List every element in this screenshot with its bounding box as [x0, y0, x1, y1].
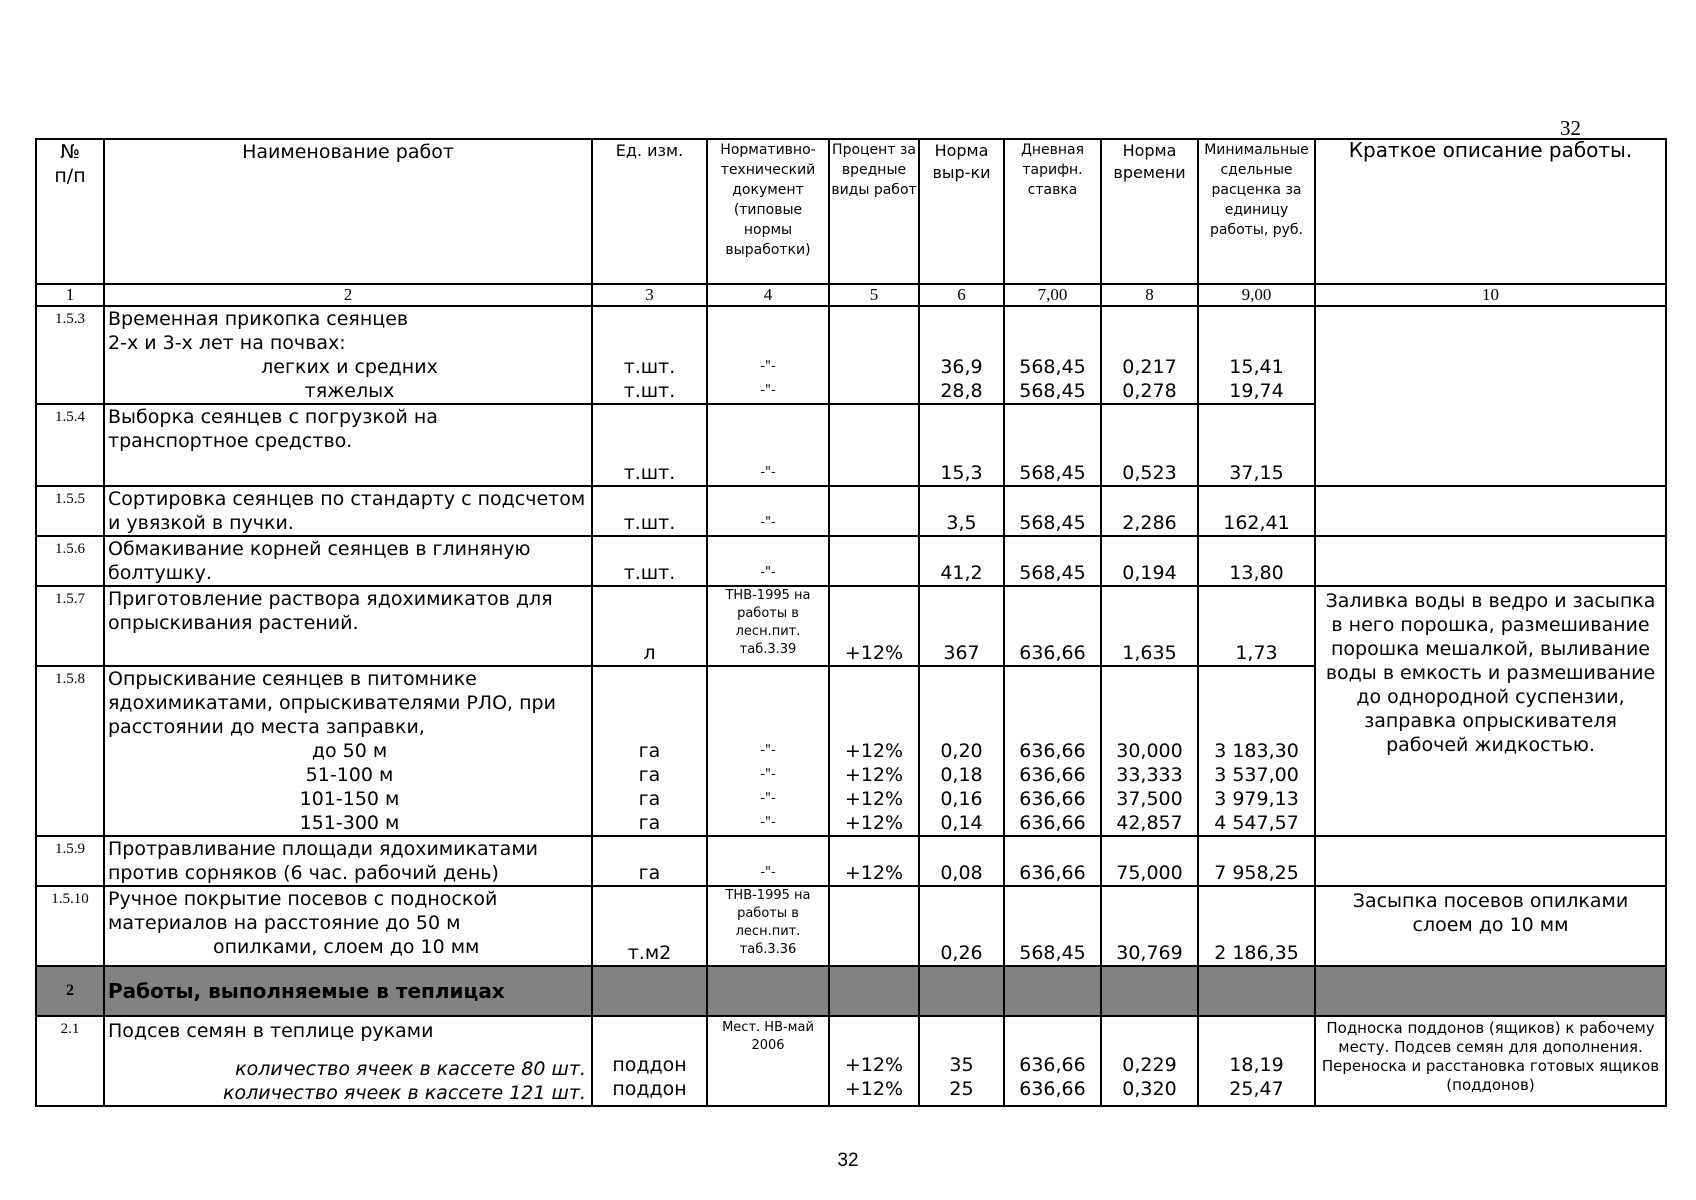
row-norm: 3,5 [919, 486, 1004, 536]
row-norm: 0,14 [940, 812, 983, 834]
row-norm: 15,3 [919, 404, 1004, 486]
row-rate: 568,45 [1004, 536, 1101, 586]
row-description: Засыпка посевов опилками слоем до 10 мм [1315, 886, 1666, 966]
row-rate: 636,66 [1019, 788, 1086, 810]
row-price: 3 183,30 [1214, 740, 1299, 762]
header-row [36, 139, 1666, 284]
row-doc: -"- [707, 404, 829, 486]
colnum: 8 [1101, 284, 1198, 306]
row-time: 37,500 [1116, 788, 1183, 810]
row-price: 37,15 [1198, 404, 1315, 486]
header-document: Нормативно-технический документ (типовые нормы выработки) [707, 139, 829, 284]
row-rate: 568,45 [1019, 380, 1086, 402]
row-doc: -"- [760, 791, 776, 806]
row-rate: 568,45 [1004, 404, 1101, 486]
row-unit: т.шт. [592, 404, 707, 486]
row-time: 0,217 [1122, 356, 1177, 378]
row-name: Опрыскивание сеянцев в питомнике [108, 668, 477, 690]
row-norm: 35 [949, 1054, 974, 1076]
row-unit: л [592, 586, 707, 666]
table-row-2-1 [36, 1016, 1666, 1106]
row-name: против сорняков (6 час. рабочий день) [108, 862, 499, 884]
row-unit: га [638, 812, 661, 834]
row-description: Подноска поддонов (ящиков) к рабочему месту. Подсев семян для дополнения. Переноска и расстановка готовых ящиков (поддонов) [1315, 1016, 1666, 1106]
row-time: 30,000 [1116, 740, 1183, 762]
row-code: 2.1 [36, 1016, 104, 1106]
row-price: 3 979,13 [1214, 788, 1299, 810]
row-unit: поддон [612, 1078, 687, 1100]
header-name: Наименование работ [104, 139, 592, 284]
row-price: 1,73 [1198, 586, 1315, 666]
row-percent: +12% [844, 1078, 904, 1100]
row-subname: до 50 м [311, 740, 388, 762]
row-unit: т.шт. [592, 486, 707, 536]
section-code: 2 [36, 966, 104, 1016]
row-norm: 0,08 [919, 836, 1004, 886]
header-time-norm: Норма времени [1101, 139, 1198, 284]
row-rate: 568,45 [1004, 486, 1101, 536]
table-row-1-5-10 [36, 886, 1666, 966]
row-subname: опилками, слоем до 10 мм [213, 936, 480, 958]
row-price: 7 958,25 [1198, 836, 1315, 886]
table-row-1-5-3 [36, 306, 1666, 404]
table-row-1-5-9 [36, 836, 1666, 886]
row-code: 1.5.6 [36, 536, 104, 586]
table-row-1-5-7 [36, 586, 1666, 666]
row-price: 18,19 [1229, 1054, 1284, 1076]
row-norm: 28,8 [940, 380, 983, 402]
row-doc: -"- [760, 815, 776, 830]
row-norm: 36,9 [940, 356, 983, 378]
row-desc-empty [1315, 306, 1666, 486]
row-description: Заливка воды в ведро и засыпка в него порошка, размешивание порошка мешалкой, выливание воды в емкость и размешивание до однородной суспензии, заправка опрыскивателя рабочей жидкостью. [1315, 586, 1666, 836]
row-doc: Мест. НВ-май 2006 [707, 1016, 829, 1106]
row-rate: 636,66 [1019, 764, 1086, 786]
row-unit: га [638, 764, 661, 786]
colnum: 10 [1315, 284, 1666, 306]
row-unit: т.шт. [623, 356, 676, 378]
row-subname: тяжелых [304, 380, 395, 402]
row-time: 0,194 [1101, 536, 1198, 586]
row-time: 33,333 [1116, 764, 1183, 786]
colnum: 4 [707, 284, 829, 306]
row-doc: -"- [707, 486, 829, 536]
row-time: 0,278 [1122, 380, 1177, 402]
row-unit: поддон [612, 1054, 687, 1076]
row-rate: 636,66 [1019, 1078, 1086, 1100]
row-percent: +12% [829, 836, 919, 886]
row-price: 13,80 [1198, 536, 1315, 586]
row-unit: га [638, 788, 661, 810]
row-percent: +12% [844, 788, 904, 810]
row-norm: 41,2 [919, 536, 1004, 586]
row-doc: -"- [760, 383, 776, 398]
header-daily-rate: Дневная тарифн. ставка [1004, 139, 1101, 284]
row-unit: т.шт. [623, 380, 676, 402]
header-norm: Норма выр-ки [919, 139, 1004, 284]
row-unit: т.шт. [592, 536, 707, 586]
row-unit: га [638, 740, 661, 762]
row-time: 2,286 [1101, 486, 1198, 536]
row-code: 1.5.3 [36, 306, 104, 404]
header-number: № п/п [36, 139, 104, 284]
row-price: 25,47 [1229, 1078, 1284, 1100]
row-time: 42,857 [1116, 812, 1183, 834]
row-subname: 51-100 м [305, 764, 394, 786]
row-time: 0,320 [1122, 1078, 1177, 1100]
row-subname: количество ячеек в кассете 80 шт. [235, 1058, 586, 1080]
row-name: болтушку. [108, 562, 212, 584]
row-name: Протравливание площади ядохимикатами [108, 838, 539, 860]
header-percent: Процент за вредные виды работ [829, 139, 919, 284]
work-norms-table [35, 138, 1667, 1107]
row-code: 1.5.10 [36, 886, 104, 966]
row-name: Обмакивание корней сеянцев в глиняную [108, 538, 531, 560]
row-norm: 0,26 [919, 886, 1004, 966]
row-code: 1.5.9 [36, 836, 104, 886]
row-name: Сортировка сеянцев по стандарту с подсчетом [108, 488, 586, 510]
header-price: Минимальные сдельные расценка за единицу работы, руб. [1198, 139, 1315, 284]
row-name: Ручное покрытие посевов с подноской [108, 888, 498, 910]
row-norm: 367 [919, 586, 1004, 666]
row-time: 0,523 [1101, 404, 1198, 486]
row-doc: ТНВ-1995 на работы в лесн.пит. таб.3.39 [707, 586, 829, 666]
row-price: 19,74 [1229, 380, 1284, 402]
row-subname: 151-300 м [299, 812, 400, 834]
row-name: ядохимикатами, опрыскивателями РЛО, при [108, 692, 556, 714]
row-price: 2 186,35 [1198, 886, 1315, 966]
row-price: 4 547,57 [1214, 812, 1299, 834]
colnum: 2 [104, 284, 592, 306]
row-time: 0,229 [1122, 1054, 1177, 1076]
row-rate: 636,66 [1004, 836, 1101, 886]
colnum: 7,00 [1004, 284, 1101, 306]
row-name: Подсев семян в теплице руками [108, 1020, 434, 1042]
row-price: 15,41 [1229, 356, 1284, 378]
row-name: Приготовление раствора ядохимикатов для [108, 588, 553, 610]
row-name: Временная прикопка сеянцев [108, 308, 409, 330]
row-norm: 25 [949, 1078, 974, 1100]
row-subname: количество ячеек в кассете 121 шт. [223, 1082, 586, 1104]
row-code: 1.5.8 [36, 666, 104, 836]
row-rate: 636,66 [1019, 812, 1086, 834]
row-subname: легких и средних [261, 356, 438, 378]
row-code: 1.5.5 [36, 486, 104, 536]
row-price: 3 537,00 [1214, 764, 1299, 786]
section-title: Работы, выполняемые в теплицах [104, 966, 592, 1016]
row-doc: -"- [707, 536, 829, 586]
row-code: 1.5.4 [36, 404, 104, 486]
row-name: расстоянии до места заправки, [108, 716, 425, 738]
row-name: 2-х и 3-х лет на почвах: [108, 332, 346, 354]
colnum: 3 [592, 284, 707, 306]
table-row-1-5-5 [36, 486, 1666, 536]
row-name: материалов на расстояние до 50 м [108, 912, 461, 934]
row-code: 1.5.7 [36, 586, 104, 666]
row-unit: га [592, 836, 707, 886]
row-name: транспортное средство. [108, 430, 353, 452]
row-rate: 636,66 [1019, 1054, 1086, 1076]
row-time: 30,769 [1101, 886, 1198, 966]
colnum: 1 [36, 284, 104, 306]
section-row-2 [36, 966, 1666, 1016]
row-unit: т.м2 [592, 886, 707, 966]
row-doc: -"- [760, 767, 776, 782]
row-percent: +12% [844, 764, 904, 786]
colnum: 9,00 [1198, 284, 1315, 306]
header-unit: Ед. изм. [592, 139, 707, 284]
header-description: Краткое описание работы. [1315, 139, 1666, 284]
row-name: и увязкой в пучки. [108, 512, 294, 534]
row-subname: 101-150 м [299, 788, 400, 810]
row-percent: +12% [844, 1054, 904, 1076]
row-name: опрыскивания растений. [108, 612, 359, 634]
row-doc: -"- [760, 359, 776, 374]
row-norm: 0,18 [940, 764, 983, 786]
row-doc: -"- [760, 743, 776, 758]
page-number-bottom: 32 [837, 1150, 859, 1171]
row-percent: +12% [844, 740, 904, 762]
row-doc: ТНВ-1995 на работы в лесн.пит. таб.3.36 [707, 886, 829, 966]
row-doc: -"- [707, 836, 829, 886]
table-row-1-5-6 [36, 536, 1666, 586]
row-price: 162,41 [1198, 486, 1315, 536]
row-percent: +12% [844, 812, 904, 834]
page-number-top: 32 [1560, 116, 1581, 140]
colnum: 6 [919, 284, 1004, 306]
row-rate: 636,66 [1019, 740, 1086, 762]
row-norm: 0,16 [940, 788, 983, 810]
row-percent: +12% [829, 586, 919, 666]
row-time: 1,635 [1101, 586, 1198, 666]
column-numbers-row [36, 284, 1666, 306]
colnum: 5 [829, 284, 919, 306]
row-rate: 568,45 [1004, 886, 1101, 966]
row-rate: 636,66 [1004, 586, 1101, 666]
row-rate: 568,45 [1019, 356, 1086, 378]
row-norm: 0,20 [940, 740, 983, 762]
row-name: Выборка сеянцев с погрузкой на [108, 406, 438, 428]
row-time: 75,000 [1101, 836, 1198, 886]
